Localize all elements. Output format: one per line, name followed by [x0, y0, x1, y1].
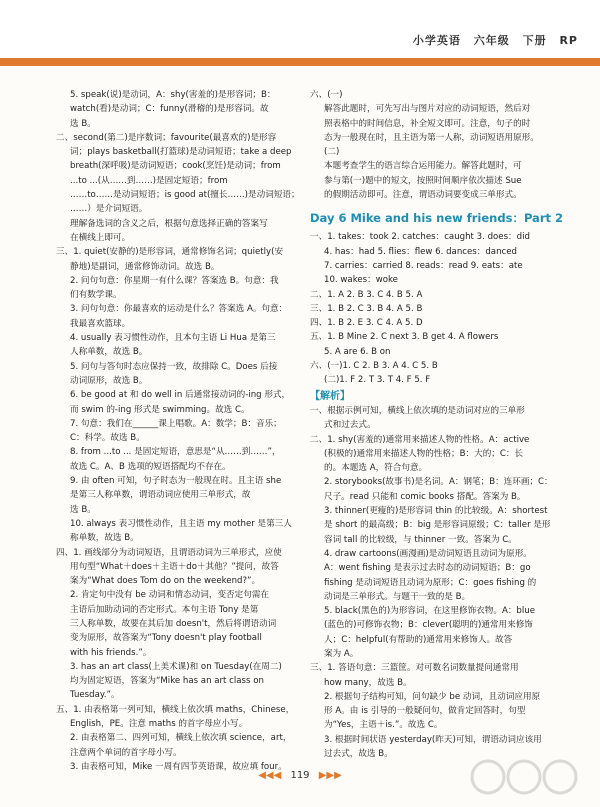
analysis-text-line: 容词 tall 的比较级，与 thinner 一致。答案为 C。	[324, 534, 517, 545]
answer-text-line: ……）是介词短语。	[70, 204, 148, 215]
analysis-text-line: 动词是三单形式。与题干一致的是 B。	[324, 591, 471, 602]
answer-text-line: 2. 问句句意：你星期一有什么课？答案选 B。句意：我	[70, 275, 279, 286]
analysis-text-line: A：went fishing 是表示过去时态的动词短语；B：go	[324, 563, 531, 574]
answer-text-line: 案为“What does Tom do on the weekend?”。	[70, 576, 261, 587]
analysis-text-line: (积极的)通常用来描述人物的性格；B：大的；C：长	[324, 448, 524, 459]
answer-text-line: watch(看)是动词；C：funny(滑稽的)是形容词。故	[70, 104, 269, 115]
answer-text-line: 3. 问句句意：你最喜欢的运动是什么？答案选 A。句意：	[70, 304, 288, 315]
analysis-text-line: 案为 A。	[324, 648, 359, 659]
answer-text-line: 我最喜欢篮球。	[70, 318, 131, 329]
analysis-text-line: 二、1. shy(害羞的)通常用来描述人物的性格。A：active	[310, 434, 530, 445]
answer-text-line: (二)	[324, 147, 340, 158]
answer-text-line: 二、second(第二)是序数词；favourite(最喜欢的)是形容	[56, 132, 277, 143]
footer-left-arrows: ◀◀◀	[258, 770, 282, 781]
answer-text-line: 在横线上即可。	[70, 232, 131, 243]
answer-text-line: 4. usually 表习惯性动作，且本句主语 Li Hua 是第三	[70, 333, 276, 344]
answer-text-line: 3. has an art class(上美术课)和 on Tuesday(在周二)	[70, 661, 282, 672]
answer-text-line: 10. always 表习惯性动作，且主语 my mother 是第三人	[70, 518, 292, 529]
answer-text-line: 三人称单数，故要在其后加 doesn't，然后将谓语动词	[70, 618, 277, 629]
answer-text-line: 们有数学课。	[70, 290, 122, 301]
answer-text-line: ...to ...(从……到……)是固定短语；from	[70, 175, 228, 186]
answer-key-line: 二、1. A 2. B 3. C 4. B 5. A	[310, 289, 423, 300]
answer-text-line: 故选 C。A、B 选项的短语搭配均不存在。	[70, 461, 231, 472]
answer-key-line: 5. A are 6. B on	[324, 346, 391, 357]
analysis-text-line: fishing 是动词短语且动词为原形；C：goes fishing 的	[324, 577, 537, 588]
answer-text-line: ……to……是动词短语；is good at(擅长……)是动词短语；	[70, 190, 300, 201]
page-number: 119	[290, 770, 310, 781]
analysis-text-line: 式和过去式。	[324, 420, 376, 431]
left-column	[56, 88, 308, 774]
answer-text-line: 照表格中的时间信息，补全短文即可。注意，句子的时	[324, 118, 531, 129]
header-edition: RP	[559, 34, 578, 47]
answer-text-line: 态为一般现在时，且主语为第一人称，动词短语用原形。	[324, 132, 539, 143]
answer-text-line: with his friends.”。	[70, 647, 152, 658]
answer-text-line: 的假期活动即可。注意，谓语动词要变成三单形式。	[324, 190, 522, 201]
analysis-text-line: 4. draw cartoons(画漫画)是动词短语且动词为原形。	[324, 548, 532, 559]
answer-text-line: 用句型“What＋does＋主语＋do＋其他？”提问，故答	[70, 561, 279, 572]
analysis-text-line: how many，故选 B。	[324, 677, 412, 688]
analysis-text-line: 人；C：helpful(有帮助的)通常用来修饰人。故答	[324, 634, 513, 645]
answer-text-line: Tuesday.”。	[70, 690, 120, 701]
day-title: Day 6 Mike and his new friends：Part 2	[310, 211, 563, 226]
answer-text-line: 静地)是副词，通常修饰动词。故选 B。	[70, 261, 220, 272]
answer-text-line: 称单数，故选 B。	[70, 533, 139, 544]
analysis-text-line: 2. storybooks(故事书)是名词。A：钢笔；B：连环画；C：	[324, 477, 553, 488]
answer-text-line: 8. from ...to ... 是固定短语，意思是“从……到……”，	[70, 447, 281, 458]
header-grade: 六年级	[473, 34, 510, 47]
analysis-text-line: 3. 根据时间状语 yesterday(昨天)可知，谓语动词应该用	[324, 734, 542, 745]
analysis-text-line: 为“Yes，主语＋is.”。故选 C。	[324, 720, 443, 731]
analysis-text-line: 过去式，故选 B。	[324, 749, 393, 760]
answer-text-line: 3. 由表格可知，Mike 一周有四节英语课，故应填 four。	[70, 761, 287, 772]
analysis-text-line: (蓝色的)可修饰衣物；B：clever(聪明的)通常用来修饰	[324, 620, 533, 631]
header-term: 下册	[522, 34, 547, 47]
header-band	[0, 0, 600, 58]
analysis-text-line: 三、1. 答语句意：三篮筐。对可数名词数量提问通常用	[310, 663, 519, 674]
footer-right-arrows: ▶▶▶	[318, 770, 342, 781]
analysis-text-line: 形 A。由 is 引导的一般疑问句，做肯定回答时，句型	[324, 706, 526, 717]
answer-text-line: 6. be good at 和 do well in 后通常接动词的-ing 形式，	[70, 390, 291, 401]
answer-key-line: 一、1. takes：took 2. catches：caught 3. does：did	[310, 232, 530, 243]
answer-key-line: 7. carries：carried 8. reads：read 9. eats：ate	[324, 260, 523, 271]
answer-text-line: 主语后加助动词的否定形式。本句主语 Tony 是第	[70, 604, 259, 615]
answer-text-line: 动词原形，故选 B。	[70, 375, 148, 386]
watermark-logo	[466, 757, 586, 801]
analysis-text-line: 5. black(黑色的)为形容词，在这里修饰衣物。A：blue	[324, 606, 535, 617]
analysis-text-line: 的。本题选 A，符合句意。	[324, 463, 428, 474]
answer-key-line: 4. has：had 5. flies：flew 6. dances：danced	[324, 246, 517, 257]
analysis-text-line: 是 short 的最高级；B：big 是形容词原级；C：taller 是形	[324, 520, 551, 531]
answer-key-line: 三、1. B 2. C 3. B 4. A 5. B	[310, 303, 423, 314]
answer-text-line: 注意两个单词的首字母小写。	[70, 747, 182, 758]
header-accent-bar	[0, 58, 600, 66]
answer-text-line: 是第三人称单数，谓语动词应使用三单形式，故	[70, 490, 251, 501]
right-column	[310, 88, 568, 761]
analysis-text-line: 2. 根据句子结构可知，问句缺少 be 动词，且动词应用原	[324, 691, 541, 702]
answer-text-line: 5. 问句与答句时态应保持一致，故排除 C。Does 后接	[70, 361, 278, 372]
answer-text-line: 选 B。	[70, 504, 96, 515]
answer-key-line: 五、1. B Mine 2. C next 3. B get 4. A flowers	[310, 332, 499, 343]
answer-text-line: 参与第(一)题中的短文，按照时间顺序依次描述 Sue	[324, 175, 522, 186]
answer-text-line: 三、1. quiet(安静的)是形容词，通常修饰名词；quietly(安	[56, 247, 284, 258]
analysis-text-line: 尺子。read 只能和 comic books 搭配。答案为 B。	[324, 491, 526, 502]
answer-text-line: 五、1. 由表格第一列可知，横线上依次填 maths，Chinese，	[56, 704, 295, 715]
page-header	[405, 32, 578, 48]
answer-text-line: English，PE。注意 maths 的首字母应小写。	[70, 719, 248, 730]
header-subject: 小学英语	[412, 34, 461, 47]
answer-text-line: C：科学。故选 B。	[70, 433, 145, 444]
answer-text-line: 变为原形，故答案为“Tony doesn't play football	[70, 633, 262, 644]
analysis-text-line: 3. thinner(更瘦的)是形容词 thin 的比较级。A：shortest	[324, 506, 548, 517]
analysis-label: 【解析】	[310, 390, 350, 402]
answer-key-line: 六、(一)1. C 2. B 3. A 4. C 5. B	[310, 361, 438, 372]
analysis-text-line: 一、根据示例可知，横线上依次填的是动词对应的三单形	[310, 405, 525, 416]
answer-text-line: 解答此题时，可先写出与图片对应的动词短语，然后对	[324, 104, 531, 115]
answer-text-line: 9. 由 often 可知，句子时态为一般现在时。且主语 she	[70, 476, 282, 487]
answer-text-line: 人称单数，故选 B。	[70, 347, 148, 358]
answer-text-line: 词；plays basketball(打篮球)是动词短语；take a deep	[70, 147, 292, 158]
answer-text-line: 理解备选词的含义之后，根据句意选择正确的答案写	[70, 218, 268, 229]
answer-text-line: 2. 肯定句中没有 be 动词和情态动词，变否定句需在	[70, 590, 270, 601]
answer-key-line: 10. wakes：woke	[324, 275, 398, 286]
answer-text-line: 六、(一)	[310, 90, 343, 100]
answer-text-line: 5. speak(说)是动词，A：shy(害羞的)是形容词；B：	[70, 90, 276, 100]
answer-text-line: 2. 由表格第二、四列可知，横线上依次填 science，art，	[70, 733, 292, 744]
answer-text-line: 7. 句意：我们在______课上唱歌。A：数学；B：音乐；	[70, 418, 282, 429]
answer-text-line: breath(深呼吸)是动词短语；cook(烹饪)是动词；from	[70, 161, 281, 172]
answer-text-line: 四、1. 画线部分为动词短语，且谓语动词为三单形式，应使	[56, 547, 282, 558]
answer-text-line: 选 B。	[70, 118, 96, 129]
answer-key-line: (二)1. F 2. T 3. T 4. F 5. F	[324, 375, 431, 386]
answer-text-line: 本题考查学生的语言综合运用能力。解答此题时，可	[324, 161, 522, 172]
answer-text-line: 而 swim 的-ing 形式是 swimming。故选 C。	[70, 404, 250, 415]
answer-text-line: 均为固定短语，答案为“Mike has an art class on	[70, 676, 264, 687]
answer-key-line: 四、1. B 2. E 3. C 4. A 5. D	[310, 318, 423, 329]
